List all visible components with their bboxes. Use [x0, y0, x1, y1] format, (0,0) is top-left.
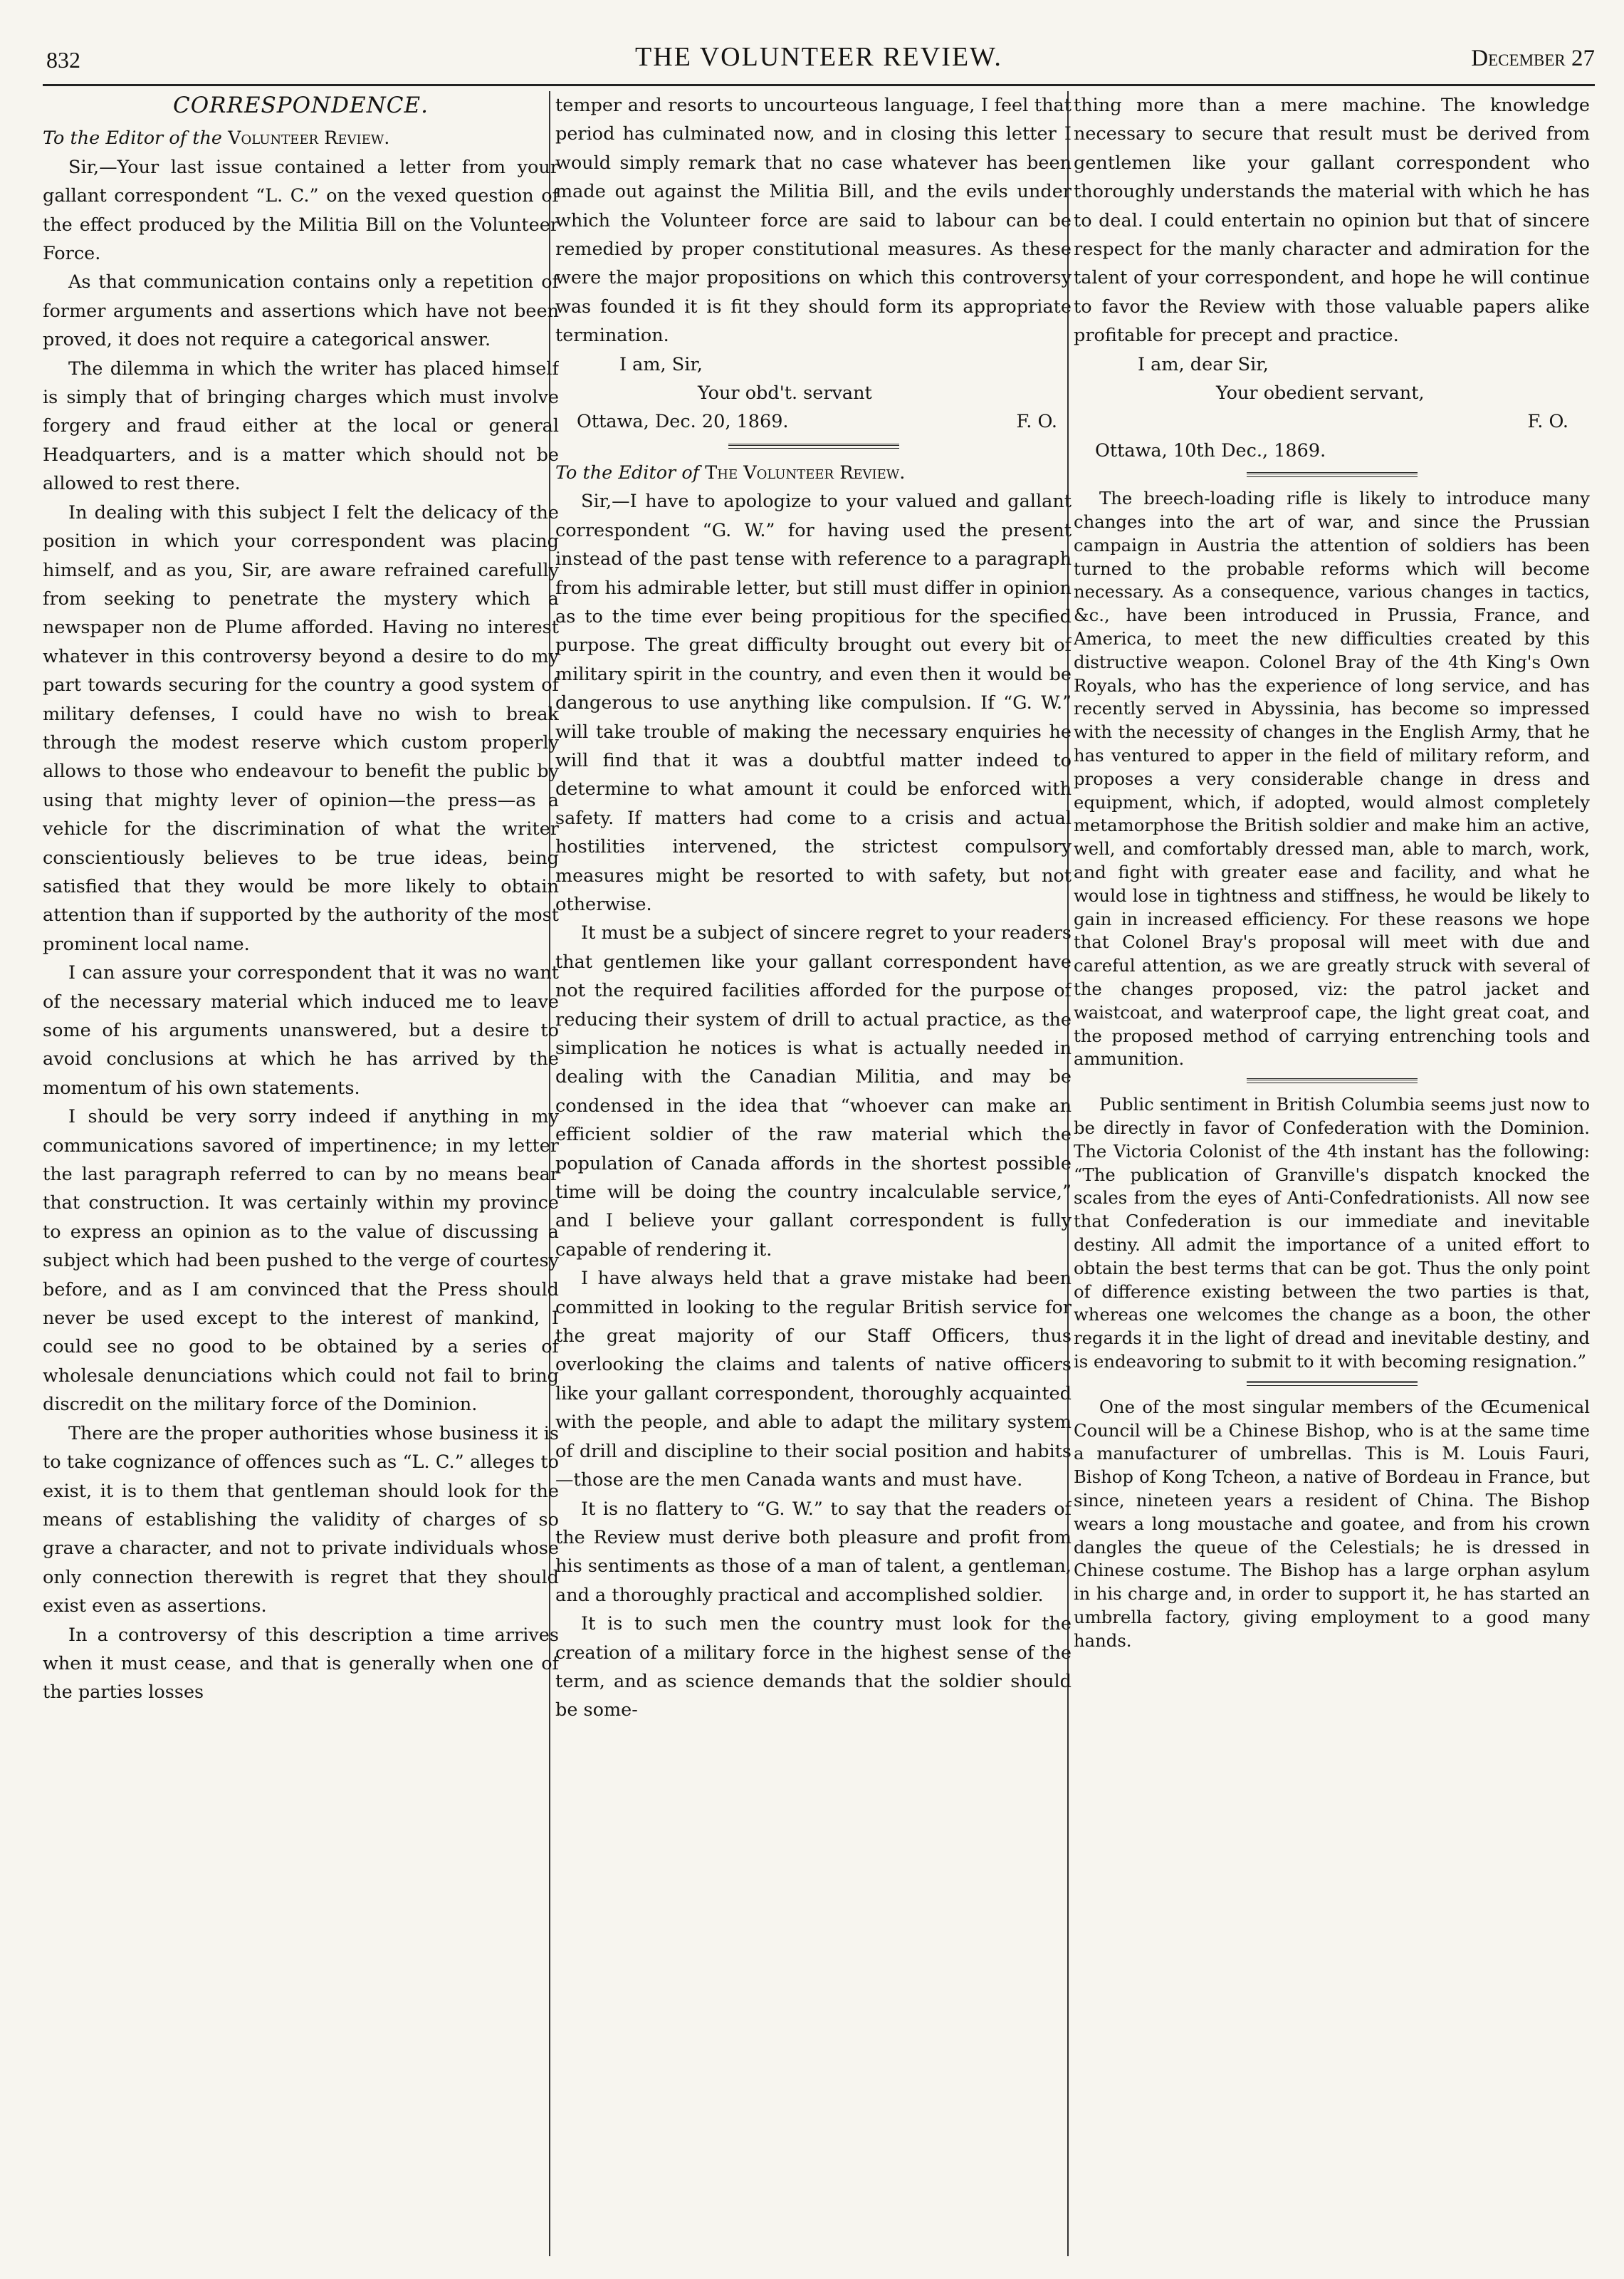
paragraph: As that communication contains only a repetition of former arguments and assertions which have not been proved, it does not require a categorical answer. — [43, 271, 559, 351]
paragraph: It must be a subject of sincere regret to your readers that gentlemen like your gallant correspondent have not the required facilities afforded for the purpose of reducing their system of drill to actual practice, as the simplication he notices is what is actually needed in dealing with the Canadian Militia, and may be condensed in the idea that “whoever can make an efficient soldier of the raw material which the population of Canada affords in the shortest possible time will be doing the country incalculable service,” and I believe your gallant correspondent is fully capable of rendering it. — [555, 922, 1072, 1261]
paragraph: Sir,—Your last issue contained a letter from your gallant correspondent “L. C.” on the vexed question of the effect produced by the Militia Bill on the Volunteer Force. — [43, 156, 559, 265]
letter-address — [43, 124, 559, 152]
paragraph: I can assure your correspondent that it was no want of the necessary material which induced me to leave some of his arguments unanswered, but a desire to avoid conclusions at which he has arrived by the momentum of his own statements. — [43, 962, 559, 1099]
news-item: The breech-loading rifle is likely to introduce many changes into the art of war, and since the Prussian campaign in Austria the attention of soldiers has been turned to the probable reforms which will become necessary. As a consequence, various changes in tactics, &c., have been introduced in Prussia, France, and America, to meet the new difficulties created by this distructive weapon. Colonel Bray of the 4th King's Own Royals, who has the experience of long service, and has recently served in Abyssinia, has become so impressed with the necessity of changes in the English Army, that he has ventured to apper in the field of military reform, and proposes a very considerable change in dress and equipment, which, if adopted, would almost completely metamorphose the British soldier and make him an active, well, and comfortably dressed man, able to march, work, and fight with greater ease and facility, and what he would lose in tightness and stiffness, he would be likely to gain in increased efficiency. For these reasons we hope that Colonel Bray's proposal will meet with due and careful attention, as we are greatly struck with several of the changes proposed, viz: the patrol jacket and waistcoat, and waterproof cape, the light great coat, and the proposed method of carrying entrenching tools and ammunition. — [1074, 488, 1590, 1070]
paragraph: temper and resorts to uncourteous language, I feel that period has culminated now, and in closing this letter I would simply remark that no case whatever has been made out against the Militia Bill, and the evils under which the Volunteer force are said to labour can be remedied by proper constitutional measures. As these were the major propositions on which this controversy was founded it is fit they should form its appropriate termination. — [555, 95, 1072, 347]
signature-salutation: I am, dear Sir, — [1138, 353, 1269, 375]
column-3 — [1074, 91, 1590, 2256]
address-prefix: To the Editor of the — [43, 127, 222, 150]
address-paper: The Volunteer Review. — [705, 461, 906, 484]
column-2 — [555, 91, 1072, 2256]
newspaper-title: THE VOLUNTEER REVIEW. — [635, 42, 1002, 72]
letter-signature — [555, 350, 1072, 437]
news-item: One of the most singular members of the Œcumenical Council will be a Chinese Bishop, who is at the same time a manufacturer of umbrellas. This is M. Louis Fauri, Bishop of Kong Tcheon, a native of Bordeau in France, but since, nineteen years a resident of China. The Bishop wears a long moustache and goatee, and from his crown dangles the queue of the Celestials; he is dressed in Chinese costume. The Bishop has a large orphan asylum in his charge and, in order to support it, he has started an umbrella factory, giving employment to a good many hands. — [1074, 1396, 1590, 1651]
address-prefix: To the Editor of — [555, 461, 700, 484]
signature-initials: F. O. — [1016, 411, 1057, 433]
paragraph: I should be very sorry indeed if anything in my communications savored of impertinence; in my letter the last paragraph referred to can by no means bear that construction. It was certainly within my province to express an opinion as to the value of discussing a subject which had been pushed to the verge of courtesy before, and as I am convinced that the Press should never be used except to the interest of mankind, I could see no good to be obtained by a series of wholesale denunciations which could not fail to bring discredit on the military force of the Dominion. — [43, 1106, 559, 1416]
paragraph: It is to such men the country must look for the creation of a military force in the highest sense of the term, and as science demands that the soldier should be some- — [555, 1613, 1072, 1721]
section-divider — [1247, 472, 1418, 477]
letter-signature — [1074, 350, 1590, 466]
paragraph: In a controversy of this description a time arrives when it must cease, and that is generally when one of the parties losses — [43, 1624, 559, 1704]
paragraph: In dealing with this subject I felt the delicacy of the position in which your correspondent was placing himself, and as you, Sir, are aware refrained carefully from seeking to penetrate the mystery which a newspaper non de Plume afforded. Having no interest whatever in this controversy beyond a desire to do my part towards securing for the country a good system of military defenses, I could have no wish to break through the modest reserve which custom properly allows to those who endeavour to benefit the public by using that mighty lever of opinion—the press—as a vehicle for the discrimination of what the writer conscientiously believes to be true ideas, being satisfied that they would be more likely to obtain attention than if supported by the authority of the most prominent local name. — [43, 501, 559, 955]
paragraph: Sir,—I have to apologize to your valued and gallant correspondent “G. W.” for having used the present instead of the past tense with reference to a paragraph from his admirable letter, but still must differ in opinion as to the time ever being propitious for the specified purpose. The great difficulty brought out every bit of military spirit in the country, and even then it would be dangerous to use anything like compulsion. If “G. W.” will take trouble of making the necessary enquiries he will find that it was a doubtful matter indeed to determine to what amount it could be enforced with safety. If matters had come to a crisis and actual hostilities intervened, the strictest compulsory measures might be resorted to with safety, but not otherwise. — [555, 491, 1072, 915]
news-item: Public sentiment in British Columbia seems just now to be directly in favor of Confederation with the Dominion. The Victoria Colonist of the 4th instant has the following: “The publication of Granville's dispatch knocked the scales from the eyes of Anti-Confedrationists. All now see that Confederation is our immediate and inevitable destiny. All admit the importance of a united effort to obtain the best terms that can be got. Thus the only point of difference existing between the two parties is that, whereas one welcomes the change as a boon, the other regards it in the light of dread and inevitable destiny, and is endeavoring to submit to it with becoming resignation.” — [1074, 1094, 1590, 1372]
signature-dateline — [555, 407, 1072, 436]
issue-date: December 27 — [1471, 46, 1595, 71]
address-paper: Volunteer Review. — [228, 127, 390, 150]
section-divider — [1247, 1381, 1418, 1386]
signature-closing: Your obd't. servant — [698, 382, 872, 405]
paragraph: There are the proper authorities whose business it is to take cognizance of offences such as “L. C.” alleges to exist, it is to them that gentleman should look for the means of establishing the validity of charges of so grave a character, and not to private individuals whose only connection therewith is regret that they should exist even as assertions. — [43, 1422, 559, 1617]
column-1 — [43, 91, 559, 2256]
paragraph: The dilemma in which the writer has placed himself is simply that of bringing charges which must involve forgery and fraud either at the local or general Headquarters, and is a matter which should not be allowed to rest there. — [43, 358, 559, 495]
signature-closing: Your obedient servant, — [1216, 382, 1425, 405]
letter-address — [555, 459, 1072, 487]
header-rule — [43, 84, 1595, 86]
page-header — [43, 41, 1595, 84]
signature-salutation: I am, Sir, — [619, 353, 703, 375]
section-heading: CORRESPONDENCE. — [173, 93, 429, 118]
paragraph: It is no flattery to “G. W.” to say that the readers of the Review must derive both pleasure and profit from his sentiments as those of a man of talent, a gentleman, and a thoroughly practical and accomplished soldier. — [555, 1498, 1072, 1606]
signature-initials: F. O. — [1527, 411, 1568, 433]
signature-place: Ottawa, 10th Dec., 1869. — [1095, 439, 1326, 461]
paragraph: I have always held that a grave mistake had been committed in looking to the regular British service for the great majority of our Staff Officers, thus overlooking the claims and talents of native officers like your gallant correspondent, thoroughly acquainted with the people, and able to adapt the military system of drill and discipline to their social position and habits—those are the men Canada wants and must have. — [555, 1268, 1072, 1491]
section-divider — [728, 444, 899, 449]
signature-place: Ottawa, Dec. 20, 1869. — [577, 411, 789, 433]
section-divider — [1247, 1078, 1418, 1083]
paragraph: thing more than a mere machine. The knowledge necessary to secure that result must be derived from gentlemen like your gallant correspondent who thoroughly understands the material with which he has to deal. I could entertain no opinion but that of sincere respect for the manly character and admiration for the talent of your correspondent, and hope he will continue to favor the Review with those valuable papers alike profitable for precept and practice. — [1074, 95, 1590, 347]
page-number: 832 — [46, 47, 80, 73]
